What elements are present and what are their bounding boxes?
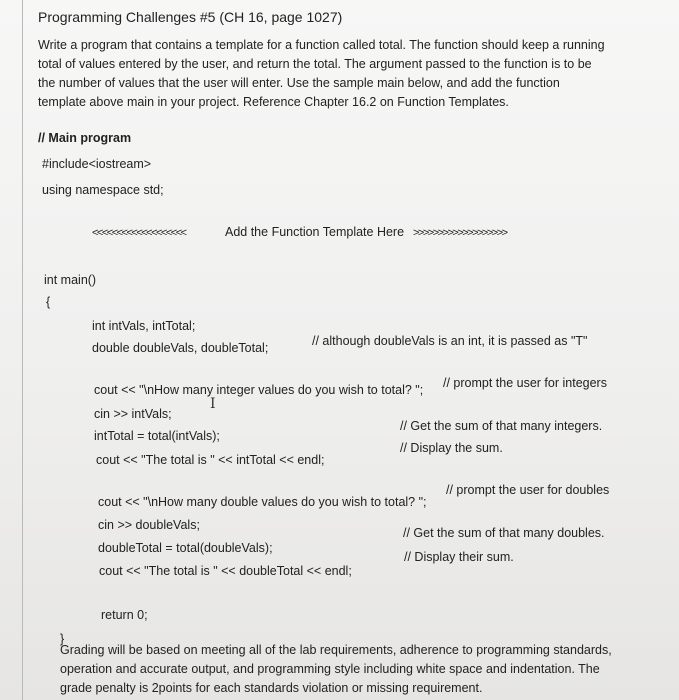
int-cin-line: cin >> intVals;	[94, 407, 172, 421]
int-total-line: intTotal = total(intVals);	[94, 429, 220, 443]
double-cin-line: cin >> doubleVals;	[98, 518, 200, 532]
int-display-line: cout << "The total is " << intTotal << endl;	[96, 453, 325, 467]
int-prompt-line: cout << "\nHow many integer values do you wish to total? ";	[94, 383, 424, 397]
page-left-border	[22, 0, 23, 700]
return-line: return 0;	[101, 608, 148, 622]
close-brace: }	[60, 632, 65, 646]
decl-int-line: int intVals, intTotal;	[92, 319, 196, 333]
grading-paragraph: Grading will be based on meeting all of the lab requirements, adherence to programming standards, operation and accurate output, and programming style including white space and indentation. The grade penalty is 2points for each standards violation or missing requirement.	[60, 643, 612, 695]
decl-comment: // although doubleVals is an int, it is passed as "T"	[312, 334, 588, 348]
double-display-comment: // Display their sum.	[404, 550, 514, 564]
decl-double-line: double doubleVals, doubleTotal;	[92, 341, 269, 355]
include-line: #include<iostream>	[42, 157, 152, 171]
int-total-comment: // Get the sum of that many integers.	[400, 419, 603, 433]
int-prompt-comment: // prompt the user for integers	[443, 376, 607, 390]
page-title: Programming Challenges #5 (CH 16, page 1027)	[38, 9, 343, 25]
add-template-placeholder: Add the Function Template Here	[225, 225, 405, 239]
right-arrows: >>>>>>>>>>>>>>>>>>>	[413, 227, 507, 239]
double-display-line: cout << "The total is " << doubleTotal << endl;	[99, 564, 352, 578]
left-arrows: <<<<<<<<<<<<<<<<<<<	[92, 227, 186, 239]
int-display-comment: // Display the sum.	[400, 441, 503, 455]
double-total-line: doubleTotal = total(doubleVals);	[98, 541, 273, 555]
double-prompt-line: cout << "\nHow many double values do you wish to total? ";	[98, 495, 427, 509]
double-total-comment: // Get the sum of that many doubles.	[403, 526, 605, 540]
int-main-line: int main()	[44, 273, 97, 287]
intro-paragraph: Write a program that contains a template for a function called total. The function should keep a running total of values entered by the user, and return the total. The argument passed to the function is to be the number of values that the user will enter. Use the sample main below, and add the function template above main in your project. Reference Chapter 16.2 on Function Templates.	[38, 38, 605, 109]
double-prompt-comment: // prompt the user for doubles	[446, 483, 610, 497]
text-cursor-icon: I	[210, 396, 216, 412]
using-namespace-line: using namespace std;	[42, 183, 164, 197]
main-program-comment: // Main program	[38, 131, 132, 145]
open-brace: {	[46, 295, 51, 309]
